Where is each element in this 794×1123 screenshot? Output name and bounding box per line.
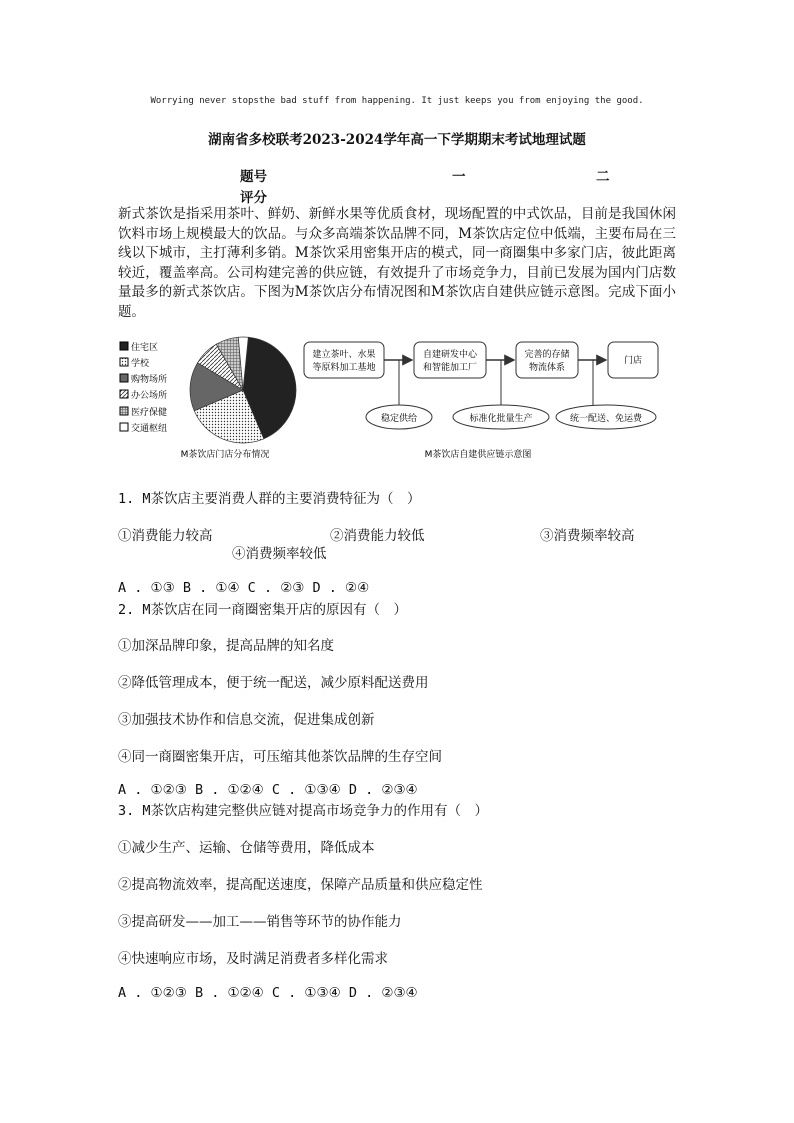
legend-label: 住宅区 xyxy=(131,343,159,353)
legend-label: 购物场所 xyxy=(131,375,168,385)
legend-item xyxy=(120,422,167,434)
question-option: ②提高物流效率，提高配送速度，保障产品质量和供应稳定性 xyxy=(118,877,483,893)
question-option: ①消费能力较高 xyxy=(118,528,213,544)
question-option: ①减少生产、运输、仓储等费用，降低成本 xyxy=(118,840,375,856)
legend-item xyxy=(120,357,150,369)
supply-chain-diagram xyxy=(304,342,658,460)
chain-ellipse-text: 标准化批量生产 xyxy=(469,414,533,424)
motto: Worrying never stopsthe bad stuff from happening. It just keeps you from enjoying the good. xyxy=(150,96,644,106)
question-option: ③提高研发——加工——销售等环节的协作能力 xyxy=(118,914,402,930)
answer-choices: A . ①②③ B . ①②④ C . ①③④ D . ②③④ xyxy=(118,782,418,798)
score-table-row-label: 评分 xyxy=(240,190,267,206)
answer-choices: A . ①②③ B . ①②④ C . ①③④ D . ②③④ xyxy=(118,985,418,1001)
question-stem: 2. M茶饮店在同一商圈密集开店的原因有（ ） xyxy=(118,602,408,618)
legend-label: 交通枢纽 xyxy=(131,424,168,434)
chain-box-text: 完善的存储 xyxy=(524,350,570,360)
legend-label: 医疗保健 xyxy=(131,408,168,418)
chain-box-text: 等原料加工基地 xyxy=(312,363,376,373)
question-option: ④同一商圈密集开店，可压缩其他茶饮品牌的生存空间 xyxy=(118,749,442,765)
question-option: ④快速响应市场，及时满足消费者多样化需求 xyxy=(118,951,388,967)
page-title: 湖南省多校联考2023-2024学年高一下学期期末考试地理试题 xyxy=(208,132,586,148)
chain-box-text: 门店 xyxy=(623,356,643,366)
figure xyxy=(118,330,663,465)
legend-label: 办公场所 xyxy=(131,391,168,401)
chain-ellipse-text: 统一配送、免运费 xyxy=(569,414,643,424)
question-option: ②降低管理成本，便于统一配送，减少原料配送费用 xyxy=(118,675,429,691)
score-table-col-label: 二 xyxy=(596,169,610,185)
question-stem: 1. M茶饮店主要消费人群的主要消费特征为（ ） xyxy=(118,491,421,507)
question-stem: 3. M茶饮店构建完整供应链对提高市场竞争力的作用有（ ） xyxy=(118,803,489,819)
question-option: ④消费频率较低 xyxy=(232,546,327,562)
question-option: ②消费能力较低 xyxy=(330,528,425,544)
answer-choices: A . ①③ B . ①④ C . ②③ D . ②④ xyxy=(118,580,370,596)
legend-item xyxy=(120,406,167,418)
legend-item xyxy=(120,389,167,401)
intro-paragraph: 新式茶饮是指采用茶叶、鲜奶、新鲜水果等优质食材，现场配置的中式饮品，目前是我国休闲饮料市场上规模最大的饮品。与众多高端茶饮品牌不同，M茶饮店定位中低端，主要布局在三线以下城市，主打薄利多销。M茶饮采用密集开店的模式，同一商圈集中多家门店，彼此距离较近，覆盖率高。公司构建完善的供应链，有效提升了市场竞争力，目前已发展为国内门店数量最多的新式茶饮店。下图为M茶饮店分布情况图和M茶饮店自建供应链示意图。完成下面小题。 xyxy=(118,206,676,320)
legend-item xyxy=(120,373,167,385)
chain-caption: M茶饮店自建供应链示意图 xyxy=(424,450,532,460)
chain-box-text: 和智能加工厂 xyxy=(422,363,478,373)
question-option: ①加深品牌印象，提高品牌的知名度 xyxy=(118,638,334,654)
question-option: ③消费频率较高 xyxy=(540,528,635,544)
question-option: ③加强技术协作和信息交流，促进集成创新 xyxy=(118,712,375,728)
pie-caption: M茶饮店门店分布情况 xyxy=(180,450,270,460)
chain-box-text: 建立茶叶、水果 xyxy=(312,350,376,360)
chain-box-text: 自建研发中心 xyxy=(422,350,478,360)
pie-legend xyxy=(120,341,167,434)
legend-item xyxy=(120,341,158,353)
score-table-row-label: 题号 xyxy=(240,169,267,185)
score-table-col-label: 一 xyxy=(452,169,466,185)
pie-chart xyxy=(190,337,296,443)
chain-box-text: 物流体系 xyxy=(528,363,566,373)
chain-ellipse-text: 稳定供给 xyxy=(380,414,418,424)
legend-label: 学校 xyxy=(131,359,150,369)
